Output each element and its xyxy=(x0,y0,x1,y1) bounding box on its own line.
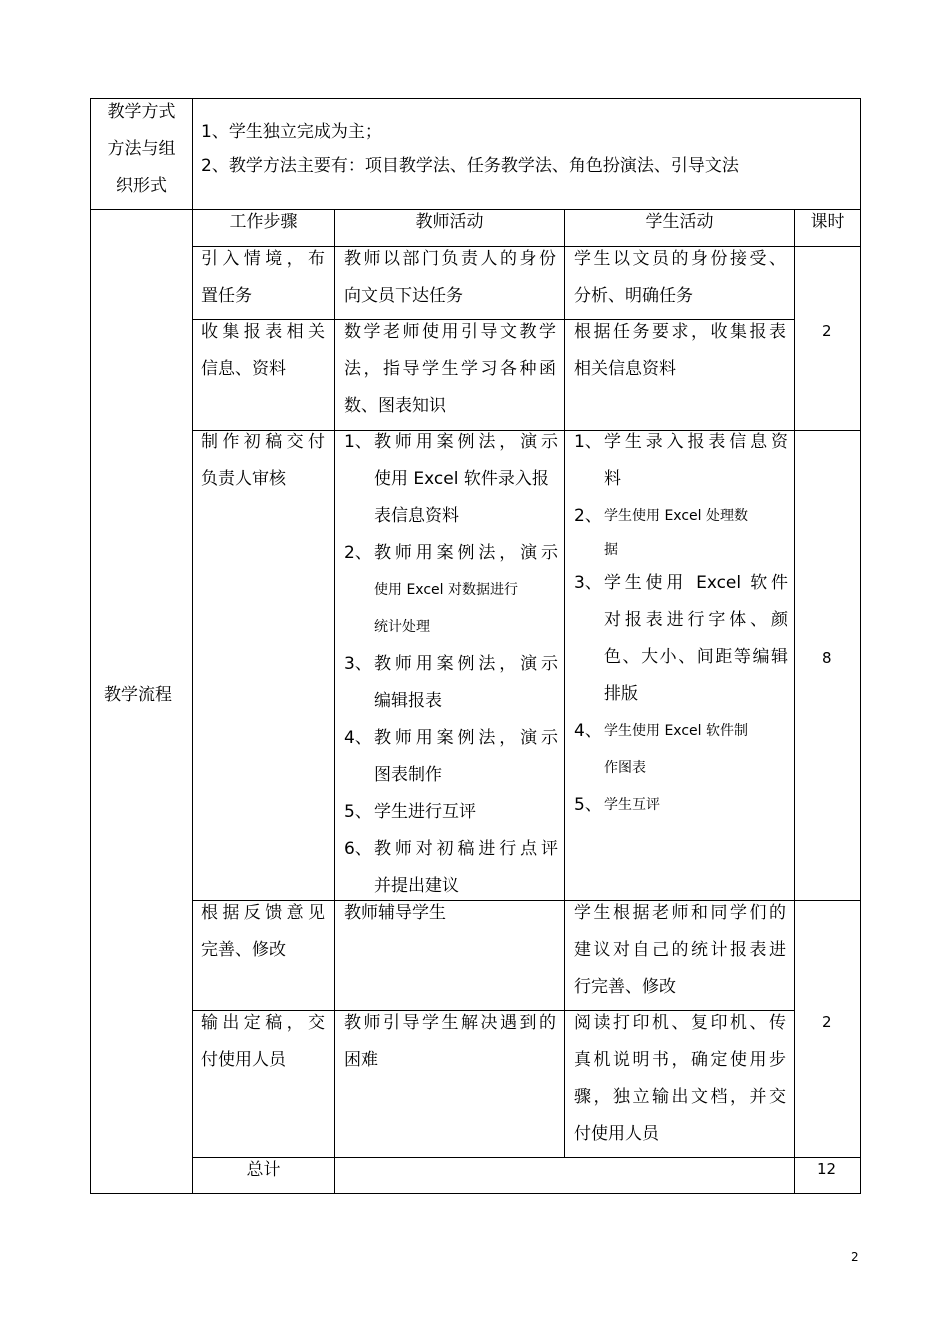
row2-step xyxy=(201,314,325,388)
row4-student xyxy=(574,895,786,1006)
total-hours: 12 xyxy=(817,1160,837,1178)
col-divider-teacher xyxy=(334,209,335,1194)
row1-step xyxy=(201,241,325,315)
row2-student xyxy=(574,314,786,388)
list-item xyxy=(344,720,558,794)
list-item-number: 3、 xyxy=(574,573,602,593)
list-item-number: 4、 xyxy=(344,728,372,748)
row3-step-line: 制作初稿交付 xyxy=(201,432,325,452)
row2-step-line: 信息、资料 xyxy=(201,359,286,379)
row1-student xyxy=(574,241,786,315)
list-item-line: 教师用案例法，演示 xyxy=(374,728,558,748)
list-item-line: 表信息资料 xyxy=(374,506,459,526)
hours-row-3: 8 xyxy=(822,649,832,667)
hours-rows-1-2: 2 xyxy=(822,322,832,340)
col-divider-label xyxy=(192,98,193,1194)
row2-teacher-line: 数、图表知识 xyxy=(344,396,446,416)
list-item-line: 对报表进行字体、颜 xyxy=(604,610,788,630)
list-item-line: 学生进行互评 xyxy=(374,802,476,822)
row2-teacher-line: 法，指导学生学习各种函 xyxy=(344,359,556,379)
list-item xyxy=(344,535,558,646)
list-item-number: 4、 xyxy=(574,721,602,741)
table-border-bottom xyxy=(90,1193,861,1194)
method-label xyxy=(91,94,192,205)
list-item xyxy=(574,713,788,787)
list-item-line: 学生互评 xyxy=(604,797,660,813)
process-label: 教学流程 xyxy=(104,685,172,705)
row2-teacher-line: 数学老师使用引导文教学 xyxy=(344,322,556,342)
table-border-top xyxy=(90,98,861,99)
list-item-number: 2、 xyxy=(344,543,372,563)
row4-student-line: 行完善、修改 xyxy=(574,977,676,997)
row4-step-line: 根据反馈意见 xyxy=(201,903,325,923)
list-item-line: 使用 Excel 对数据进行 xyxy=(374,582,518,598)
header-teacher: 教师活动 xyxy=(415,212,484,232)
row3-step-line: 负责人审核 xyxy=(201,469,286,489)
list-item-number: 2、 xyxy=(574,506,602,526)
list-item-line: 教师用案例法，演示 xyxy=(374,543,558,563)
list-item-line: 教师用案例法，演示 xyxy=(374,432,558,452)
list-item xyxy=(574,424,788,498)
list-item-line: 并提出建议 xyxy=(374,876,459,896)
list-item xyxy=(344,646,558,720)
total-label: 总计 xyxy=(246,1160,281,1180)
row1-student-line: 分析、明确任务 xyxy=(574,286,693,306)
header-student: 学生活动 xyxy=(645,212,714,232)
row5-teacher xyxy=(344,1005,556,1079)
row4-step-line: 完善、修改 xyxy=(201,940,286,960)
list-item-number: 3、 xyxy=(344,654,372,674)
list-item xyxy=(574,787,788,824)
row1-teacher-line: 教师以部门负责人的身份 xyxy=(344,249,556,269)
row2-student-line: 根据任务要求，收集报表 xyxy=(574,322,786,342)
row3-step xyxy=(201,424,325,498)
row5-student-line: 骤，独立输出文档，并交 xyxy=(574,1087,786,1107)
row1-teacher xyxy=(344,241,556,315)
row4-step xyxy=(201,895,325,969)
row1-step-line: 置任务 xyxy=(201,286,252,306)
list-item-line: 使用 Excel 软件录入报 xyxy=(374,469,549,489)
list-item xyxy=(344,424,558,535)
header-step: 工作步骤 xyxy=(229,212,298,232)
row1-student-line: 学生以文员的身份接受、 xyxy=(574,249,786,269)
list-item-number: 1、 xyxy=(344,432,372,452)
list-item xyxy=(574,498,788,565)
row4-teacher-line: 教师辅导学生 xyxy=(344,903,446,923)
list-item-line: 据 xyxy=(604,542,618,558)
col-divider-hours xyxy=(794,209,795,1194)
method-label-line: 织形式 xyxy=(116,176,167,196)
list-item-number: 5、 xyxy=(574,795,602,815)
row5-student-line: 付使用人员 xyxy=(574,1124,659,1144)
row5-student xyxy=(574,1005,786,1153)
list-item-number: 1、 xyxy=(574,432,602,452)
list-item-line: 学生使用 Excel 处理数 xyxy=(604,508,748,524)
row5-step-line: 付使用人员 xyxy=(201,1050,286,1070)
row5-student-line: 真机说明书，确定使用步 xyxy=(574,1050,786,1070)
row5-student-line: 阅读打印机、复印机、传 xyxy=(574,1013,786,1033)
row4-student-line: 建议对自己的统计报表进 xyxy=(574,940,786,960)
list-item-number: 6、 xyxy=(344,839,372,859)
row2-step-line: 收集报表相关 xyxy=(201,322,325,342)
row5-teacher-line: 教师引导学生解决遇到的 xyxy=(344,1013,556,1033)
list-item xyxy=(344,794,558,831)
hours-rows-4-5: 2 xyxy=(822,1013,832,1031)
list-item-line: 色、大小、间距等编辑 xyxy=(604,647,788,667)
list-item-line: 排版 xyxy=(604,684,638,704)
method-label-line: 方法与组 xyxy=(107,139,176,159)
list-item-line: 编辑报表 xyxy=(374,691,442,711)
method-item-1: 1、学生独立完成为主； xyxy=(201,122,382,142)
row5-teacher-line: 困难 xyxy=(344,1050,378,1070)
list-item-line: 教师对初稿进行点评 xyxy=(374,839,558,859)
row5-step xyxy=(201,1005,325,1079)
list-item-line: 料 xyxy=(604,469,621,489)
list-item-line: 学生使用 Excel 软件制 xyxy=(604,723,748,739)
row4-student-line: 学生根据老师和同学们的 xyxy=(574,903,786,923)
list-item-line: 学生录入报表信息资 xyxy=(604,432,788,452)
method-item-2: 2、教学方法主要有：项目教学法、任务教学法、角色扮演法、引导文法 xyxy=(201,156,739,176)
col-divider-student xyxy=(564,209,565,1158)
list-item-line: 图表制作 xyxy=(374,765,442,785)
table-border-left xyxy=(90,98,91,1194)
list-item xyxy=(574,565,788,713)
method-label-line: 教学方式 xyxy=(107,102,176,122)
page-number: 2 xyxy=(851,1250,859,1264)
row3-student-list xyxy=(574,424,788,824)
row3-teacher-list xyxy=(344,424,558,905)
row1-step-line: 引入情境，布 xyxy=(201,249,325,269)
row4-teacher xyxy=(344,895,556,932)
list-item-line: 统计处理 xyxy=(374,619,430,635)
row2-student-line: 相关信息资料 xyxy=(574,359,676,379)
list-item xyxy=(344,831,558,905)
list-item-line: 教师用案例法，演示 xyxy=(374,654,558,674)
list-item-line: 作图表 xyxy=(604,760,646,776)
header-hours: 课时 xyxy=(810,212,845,232)
row1-teacher-line: 向文员下达任务 xyxy=(344,286,463,306)
list-item-number: 5、 xyxy=(344,802,372,822)
row5-step-line: 输出定稿，交 xyxy=(201,1013,325,1033)
row2-teacher xyxy=(344,314,556,425)
list-item-line: 学生使用 Excel 软件 xyxy=(604,573,788,593)
table-border-right xyxy=(860,98,861,1194)
